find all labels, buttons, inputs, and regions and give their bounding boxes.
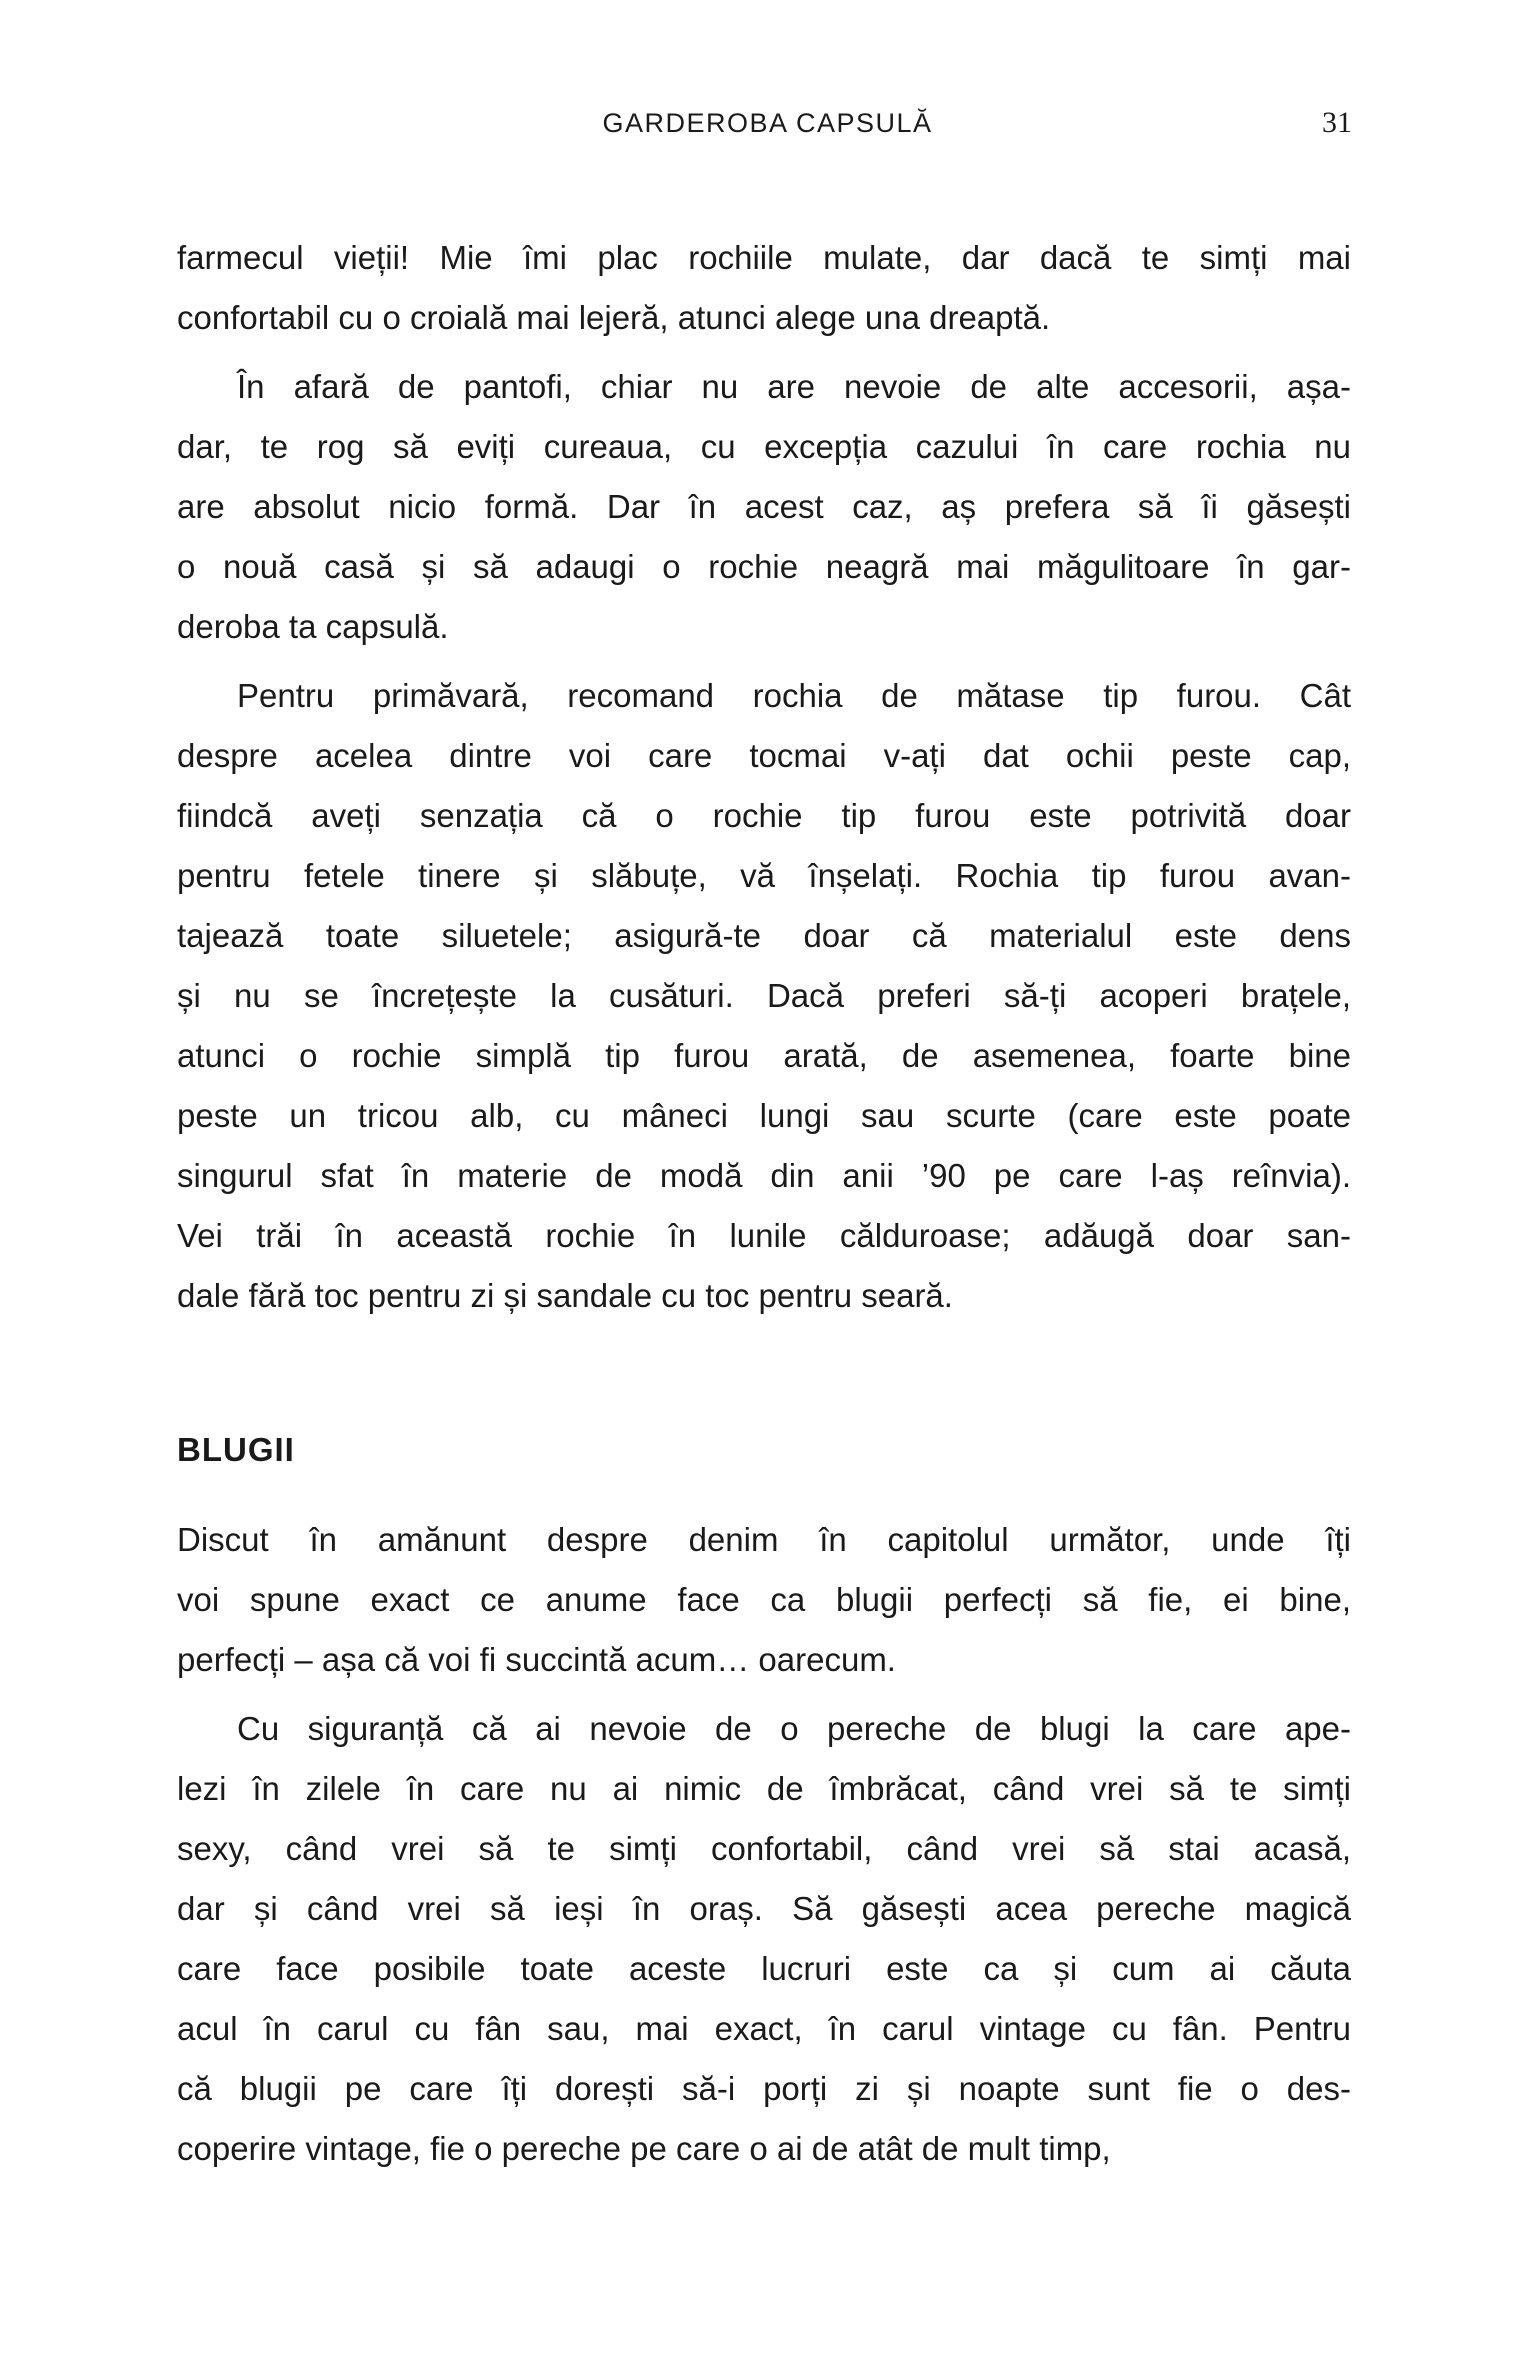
page-number: 31 [1322, 106, 1352, 139]
text-line: confortabil cu o croială mai lejeră, atunci alege una dreaptă. [177, 299, 1051, 336]
text-line: acul în carul cu fân sau, mai exact, în carul vintage cu fân. Pentru [177, 2010, 1351, 2047]
text-line: perfecți – așa că voi fi succintă acum… oarecum. [177, 1641, 896, 1678]
text-line: o nouă casă și să adaugi o rochie neagră mai măgulitoare în gar- [177, 548, 1351, 585]
text-line: lezi în zilele în care nu ai nimic de îmbrăcat, când vrei să te simți [177, 1770, 1351, 1807]
text-line: și nu se încrețește la cusături. Dacă preferi să-ți acoperi brațele, [177, 977, 1351, 1014]
text-line: dar și când vrei să ieși în oraș. Să găsești acea pereche magică [177, 1890, 1351, 1927]
text-line: Discut în amănunt despre denim în capitolul următor, unde îți [177, 1521, 1351, 1558]
text-line: despre acelea dintre voi care tocmai v-ați dat ochii peste cap, [177, 737, 1351, 774]
text-line: tajează toate siluetele; asigură-te doar că materialul este dens [177, 917, 1351, 954]
paragraph [177, 666, 1351, 1326]
text-line: coperire vintage, fie o pereche pe care o ai de atât de mult timp, [177, 2130, 1111, 2167]
text-line: În afară de pantofi, chiar nu are nevoie de alte accesorii, așa- [237, 368, 1351, 405]
text-line: fiindcă aveți senzația că o rochie tip furou este potrivită doar [177, 797, 1351, 834]
section-body [177, 228, 1351, 1335]
section-blugii [177, 1420, 1351, 2188]
paragraph [177, 228, 1351, 348]
text-line: singurul sfat în materie de modă din anii ’90 pe care l-aș reînvia). [177, 1157, 1351, 1194]
text-line: că blugii pe care îți dorești să-i porți zi și noapte sunt fie o des- [177, 2070, 1351, 2107]
text-line: care face posibile toate aceste lucruri este ca și cum ai căuta [177, 1950, 1351, 1987]
text-line: dale fără toc pentru zi și sandale cu toc pentru seară. [177, 1277, 953, 1314]
text-line: are absolut nicio formă. Dar în acest caz, aș prefera să îi găsești [177, 488, 1351, 525]
text-line: farmecul vieții! Mie îmi plac rochiile mulate, dar dacă te simți mai [177, 239, 1351, 276]
running-title: GARDEROBA CAPSULĂ [602, 108, 933, 138]
text-line: deroba ta capsulă. [177, 608, 449, 645]
text-line: dar, te rog să eviți cureaua, cu excepția cazului în care rochia nu [177, 428, 1351, 465]
text-line: Vei trăi în această rochie în lunile călduroase; adăugă doar san- [177, 1217, 1351, 1254]
section-heading: BLUGII [177, 1431, 295, 1468]
text-line: sexy, când vrei să te simți confortabil, când vrei să stai acasă, [177, 1830, 1351, 1867]
text-line: voi spune exact ce anume face ca blugii perfecți să fie, ei bine, [177, 1581, 1351, 1618]
paragraph [177, 1510, 1351, 1690]
text-line: atunci o rochie simplă tip furou arată, de asemenea, foarte bine [177, 1037, 1351, 1074]
paragraph [177, 357, 1351, 657]
text-line: Pentru primăvară, recomand rochia de mătase tip furou. Cât [237, 677, 1351, 714]
section-body [177, 1510, 1351, 2179]
paragraph [177, 1699, 1351, 2179]
text-line: Cu siguranță că ai nevoie de o pereche de blugi la care ape- [237, 1710, 1351, 1747]
text-line: peste un tricou alb, cu mâneci lungi sau scurte (care este poate [177, 1097, 1351, 1134]
text-line: pentru fetele tinere și slăbuțe, vă înșelați. Rochia tip furou avan- [177, 857, 1351, 894]
